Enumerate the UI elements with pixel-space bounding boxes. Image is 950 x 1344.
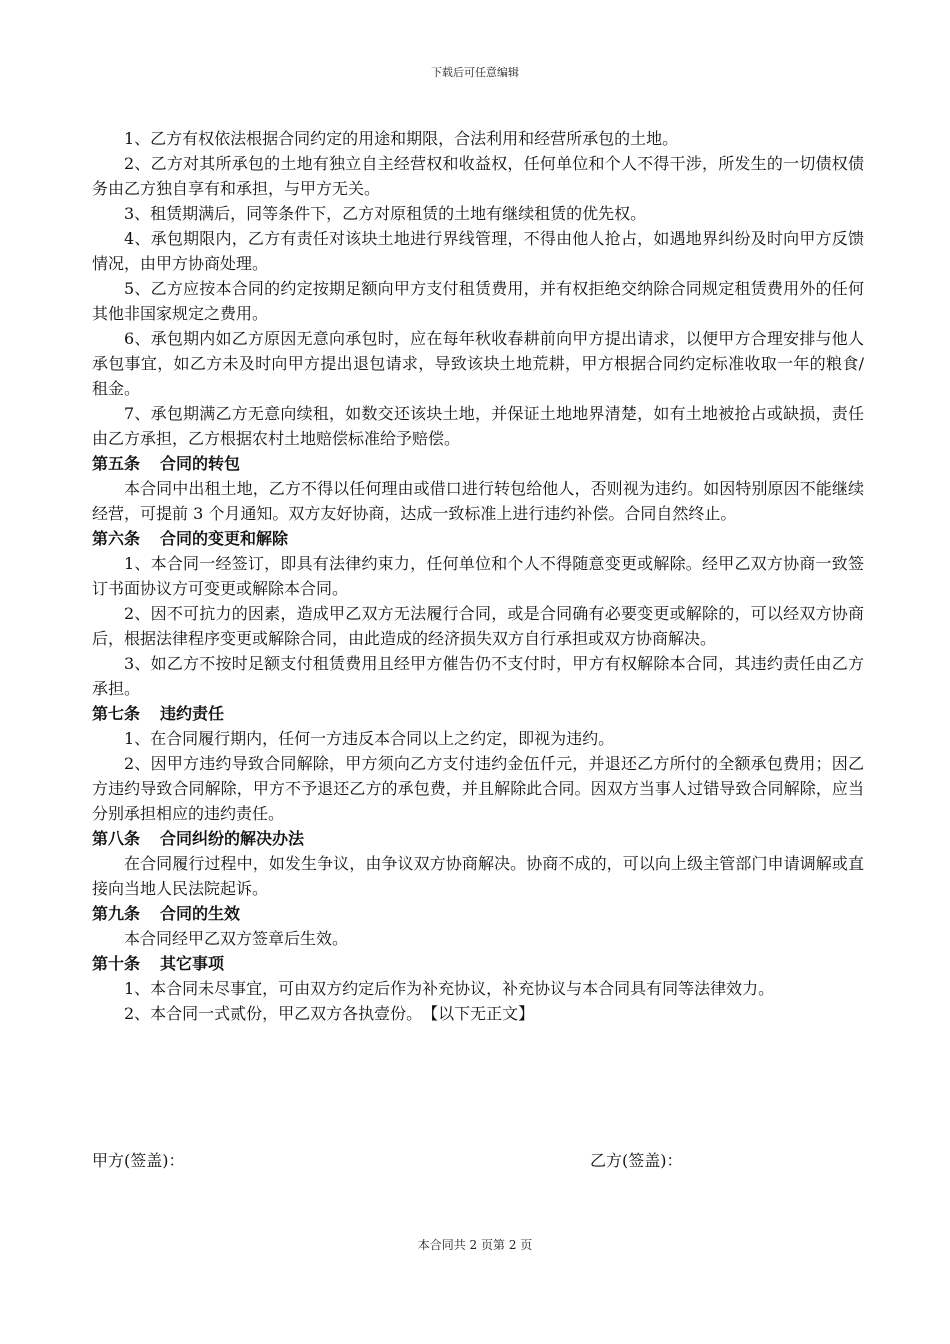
article-title: 合同纠纷的解决办法: [160, 829, 305, 848]
article-number: 第七条: [92, 704, 141, 723]
article-heading: [92, 901, 864, 926]
article-heading: [92, 526, 864, 551]
clause-paragraph: 3、租赁期满后，同等条件下，乙方对原租赁的土地有继续租赁的优先权。: [124, 204, 647, 223]
clause-paragraph: 4、承包期限内，乙方有责任对该块土地进行界线管理，不得由他人抢占，如遇地界纠纷及时向甲方反馈情况，由甲方协商处理。: [92, 229, 864, 273]
party-b-signature-label: 乙方(签盖)：: [590, 1151, 683, 1170]
article-heading: [92, 451, 864, 476]
clause-paragraph: 1、乙方有权依法根据合同约定的用途和期限，合法利用和经营所承包的土地。: [124, 129, 679, 148]
article-number: 第十条: [92, 954, 141, 973]
article-title: 其它事项: [160, 954, 225, 973]
clause-paragraph: 1、本合同一经签订，即具有法律约束力，任何单位和个人不得随意变更或解除。经甲乙双方协商一致签订书面协议方可变更或解除本合同。: [92, 554, 864, 598]
clause-paragraph: 2、本合同一式贰份，甲乙双方各执壹份。 【以下无正文】: [124, 1004, 535, 1023]
article-number: 第八条: [92, 829, 141, 848]
page-header: 下载后可任意编辑: [431, 66, 519, 79]
article-title: 合同的转包: [160, 454, 241, 473]
article-number: 第九条: [92, 904, 141, 923]
clause-paragraph: 7、承包期满乙方无意向续租，如数交还该块土地，并保证土地地界清楚，如有土地被抢占或缺损，责任由乙方承担，乙方根据农村土地赔偿标准给予赔偿。: [92, 404, 864, 448]
article-title: 违约责任: [160, 704, 225, 723]
clause-paragraph: 在合同履行过程中，如发生争议，由争议双方协商解决。协商不成的，可以向上级主管部门申请调解或直接向当地人民法院起诉。: [92, 854, 864, 898]
article-heading: [92, 701, 864, 726]
clause-paragraph: 1、在合同履行期内，任何一方违反本合同以上之约定，即视为违约。: [124, 729, 615, 748]
clause-paragraph: 2、因甲方违约导致合同解除，甲方须向乙方支付违约金伍仟元，并退还乙方所付的全额承包费用；因乙方违约导致合同解除，甲方不予退还乙方的承包费，并且解除此合同。因双方当事人过错导致合同解除，应当分别承担相应的违约责任。: [92, 754, 864, 823]
clause-paragraph: 1、本合同未尽事宜，可由双方约定后作为补充协议，补充协议与本合同具有同等法律效力。: [124, 979, 775, 998]
clause-paragraph: 本合同经甲乙双方签章后生效。: [124, 929, 349, 948]
clause-paragraph: 5、乙方应按本合同的约定按期足额向甲方支付租赁费用，并有权拒绝交纳除合同规定租赁费用外的任何其他非国家规定之费用。: [92, 279, 864, 323]
article-number: 第五条: [92, 454, 141, 473]
clause-paragraph: 本合同中出租土地，乙方不得以任何理由或借口进行转包给他人，否则视为违约。如因特别原因不能继续经营，可提前 3 个月通知。双方友好协商，达成一致标准上进行违约补偿。合同自然终止。: [92, 479, 864, 523]
article-heading: [92, 951, 864, 976]
article-title: 合同的变更和解除: [160, 529, 289, 548]
contract-body: [92, 126, 864, 1026]
article-heading: [92, 826, 864, 851]
article-number: 第六条: [92, 529, 141, 548]
clause-paragraph: 2、因不可抗力的因素，造成甲乙双方无法履行合同，或是合同确有必要变更或解除的，可以经双方协商后，根据法律程序变更或解除合同，由此造成的经济损失双方自行承担或双方协商解决。: [92, 604, 864, 648]
clause-paragraph: 2、乙方对其所承包的土地有独立自主经营权和收益权，任何单位和个人不得干涉，所发生的一切债权债务由乙方独自享有和承担，与甲方无关。: [92, 154, 864, 198]
clause-paragraph: 3、如乙方不按时足额支付租赁费用且经甲方催告仍不支付时，甲方有权解除本合同，其违约责任由乙方承担。: [92, 654, 864, 698]
page-footer: 本合同共 2 页第 2 页: [417, 1238, 533, 1252]
article-title: 合同的生效: [160, 904, 241, 923]
clause-paragraph: 6、承包期内如乙方原因无意向承包时，应在每年秋收春耕前向甲方提出请求，以便甲方合理安排与他人承包事宜，如乙方未及时向甲方提出退包请求，导致该块土地荒耕，甲方根据合同约定标准收取一年的粮食/租金。: [92, 329, 864, 398]
party-a-signature-label: 甲方(签盖)：: [92, 1151, 185, 1170]
